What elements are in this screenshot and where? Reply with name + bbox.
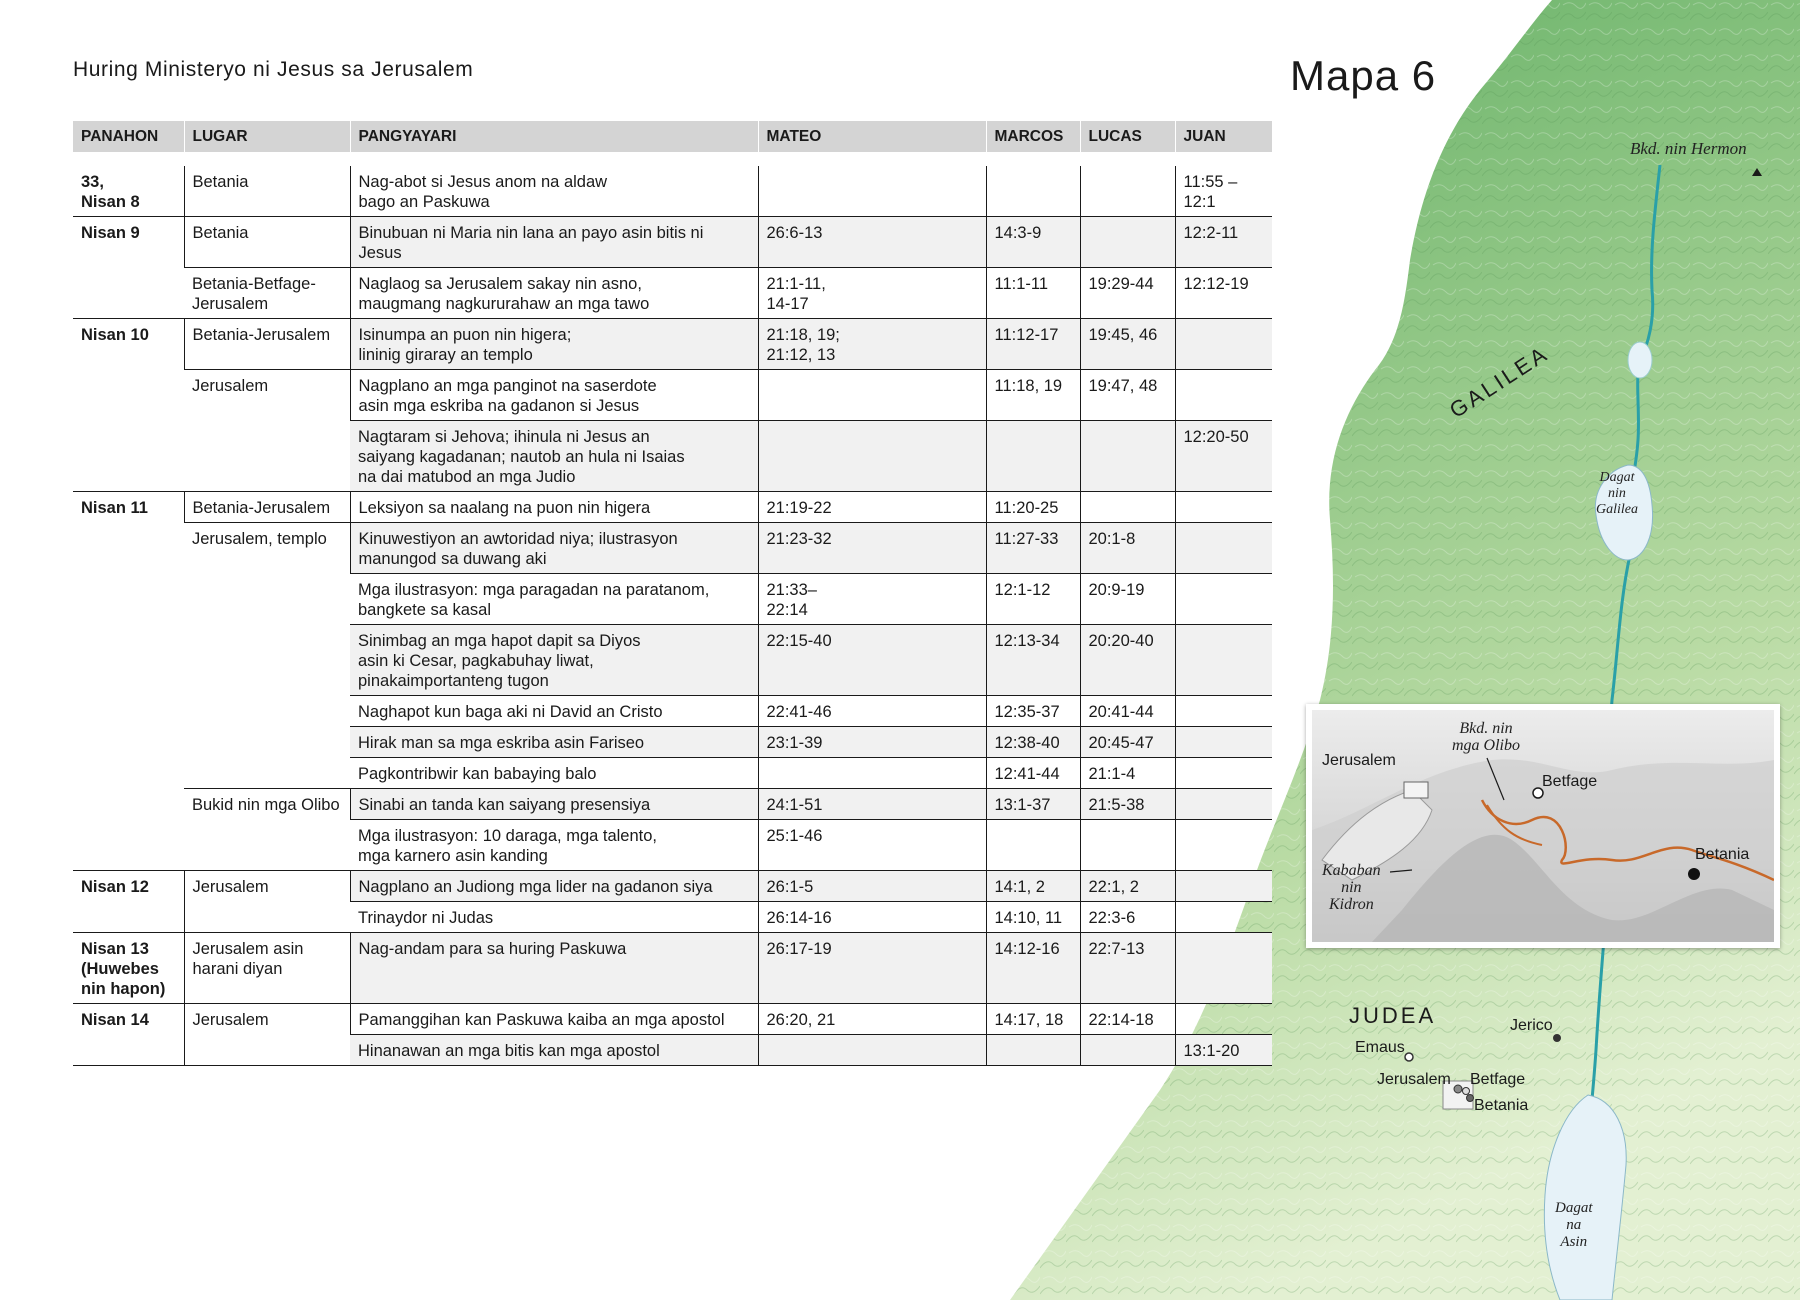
event-line: bangkete sa kasal: [358, 601, 492, 619]
cell-place: [184, 166, 350, 217]
mateo-line: 21:23-32: [766, 530, 832, 548]
header-panahon: PANAHON: [73, 121, 184, 152]
cell-juan: [1175, 217, 1272, 268]
cell-lucas: [1080, 319, 1175, 370]
marcos-line: 12:35-37: [994, 703, 1060, 721]
event-line: Nagtaram si Jehova; ihinula ni Jesus an: [358, 428, 650, 446]
map-title: Mapa 6: [1290, 52, 1437, 99]
cell-event: [350, 217, 758, 268]
mateo-line: 21:12, 13: [766, 346, 836, 364]
cell-mateo: [758, 574, 986, 625]
marcos-line: 11:1-11: [994, 275, 1049, 293]
table-row: [73, 319, 1272, 370]
label-betfage: Betfage: [1470, 1071, 1526, 1088]
cell-mateo: [758, 492, 986, 523]
event-line: mga karnero asin kanding: [358, 847, 548, 865]
place-line: Jerusalem, templo: [192, 530, 327, 548]
header-lugar: LUGAR: [184, 121, 350, 152]
event-line: bago an Paskuwa: [358, 193, 490, 211]
cell-event: [350, 319, 758, 370]
cell-lucas: [1080, 820, 1175, 871]
event-line: Pamanggihan kan Paskuwa kaiba an mga apostol: [358, 1011, 725, 1029]
cell-lucas: [1080, 370, 1175, 421]
lucas-line: 20:20-40: [1088, 632, 1154, 650]
cell-juan: [1175, 523, 1272, 574]
cell-juan: [1175, 625, 1272, 696]
emaus-dot: [1405, 1053, 1413, 1061]
cell-event: [350, 933, 758, 1004]
cell-lucas: [1080, 758, 1175, 789]
marcos-line: 14:12-16: [994, 940, 1060, 958]
inset-label-betfage: Betfage: [1542, 773, 1598, 790]
cell-juan: [1175, 789, 1272, 820]
period-line: 33,: [81, 173, 104, 191]
mateo-line: 21:33–: [766, 581, 817, 599]
cell-period: [73, 166, 184, 217]
cell-mateo: [758, 1035, 986, 1066]
table-row: [73, 871, 1272, 902]
mateo-line: 22:14: [766, 601, 808, 619]
mateo-line: 24:1-51: [766, 796, 823, 814]
lucas-line: 21:5-38: [1088, 796, 1145, 814]
cell-lucas: [1080, 268, 1175, 319]
cell-event: [350, 871, 758, 902]
lucas-line: 20:9-19: [1088, 581, 1145, 599]
event-line: Kinuwestiyon an awtoridad niya; ilustrasyon: [358, 530, 678, 548]
period-line: Nisan 10: [81, 326, 149, 344]
event-line: Nagplano an Judiong mga lider na gadanon siya: [358, 878, 713, 896]
cell-event: [350, 268, 758, 319]
place-line: Jerusalem: [192, 295, 269, 313]
event-line: Naghapot kun baga aki ni David an Cristo: [358, 703, 663, 721]
mateo-line: 22:15-40: [766, 632, 832, 650]
cell-marcos: [986, 758, 1080, 789]
event-line: pinakaimportanteng tugon: [358, 672, 549, 690]
label-dagat-galilea: [1596, 470, 1638, 518]
marcos-line: 13:1-37: [994, 796, 1051, 814]
marcos-line: 14:3-9: [994, 224, 1042, 242]
event-line: Hinanawan an mga bitis kan mga apostol: [358, 1042, 660, 1060]
marcos-line: 12:38-40: [994, 734, 1060, 752]
cell-mateo: [758, 933, 986, 1004]
cell-mateo: [758, 166, 986, 217]
cell-mateo: [758, 523, 986, 574]
table-row: [73, 370, 1272, 421]
period-line: Nisan 12: [81, 878, 149, 896]
label-betania: Betania: [1474, 1097, 1529, 1114]
header-juan: JUAN: [1175, 121, 1272, 152]
event-line: Hirak man sa mga eskriba asin Fariseo: [358, 734, 645, 752]
header-lucas: LUCAS: [1080, 121, 1175, 152]
mateo-line: 26:6-13: [766, 224, 823, 242]
betfage-dot: [1463, 1088, 1470, 1095]
cell-mateo: [758, 1004, 986, 1035]
cell-marcos: [986, 871, 1080, 902]
table-header-row: [73, 121, 1272, 152]
cell-event: [350, 820, 758, 871]
cell-mateo: [758, 902, 986, 933]
cell-lucas: [1080, 727, 1175, 758]
mateo-line: 22:41-46: [766, 703, 832, 721]
cell-mateo: [758, 727, 986, 758]
marcos-line: 11:20-25: [994, 499, 1059, 517]
cell-juan: [1175, 574, 1272, 625]
marcos-line: 11:27-33: [994, 530, 1059, 548]
place-line: Betania: [192, 173, 249, 191]
cell-marcos: [986, 625, 1080, 696]
cell-period: [73, 492, 184, 871]
cell-lucas: [1080, 421, 1175, 492]
event-line: manungod sa duwang aki: [358, 550, 547, 568]
juan-line: 12:1: [1183, 193, 1216, 211]
cell-lucas: [1080, 1035, 1175, 1066]
cell-mateo: [758, 217, 986, 268]
event-line: Sinimbag an mga hapot dapit sa Diyos: [358, 632, 641, 650]
marcos-line: 14:10, 11: [994, 909, 1063, 927]
cell-mateo: [758, 421, 986, 492]
cell-marcos: [986, 370, 1080, 421]
period-line: Nisan 13: [81, 940, 149, 958]
jerusalem-dot: [1454, 1085, 1462, 1093]
cell-mateo: [758, 696, 986, 727]
cell-lucas: [1080, 789, 1175, 820]
marcos-line: 12:1-12: [994, 581, 1051, 599]
mateo-line: 26:1-5: [766, 878, 814, 896]
cell-event: [350, 574, 758, 625]
event-line: Naglaog sa Jerusalem sakay nin asno,: [358, 275, 642, 293]
cell-marcos: [986, 492, 1080, 523]
table-row: [73, 166, 1272, 217]
juan-line: 11:55 –: [1183, 173, 1238, 191]
cell-event: [350, 492, 758, 523]
table-row: [73, 492, 1272, 523]
cell-juan: [1175, 1035, 1272, 1066]
cell-lucas: [1080, 871, 1175, 902]
cell-juan: [1175, 1004, 1272, 1035]
inset-label-kidron: [1322, 862, 1381, 913]
cell-event: [350, 166, 758, 217]
cell-mateo: [758, 319, 986, 370]
table-row: [73, 523, 1272, 574]
table-row: [73, 217, 1272, 268]
cell-event: [350, 1035, 758, 1066]
mateo-line: 25:1-46: [766, 827, 823, 845]
period-line: Nisan 9: [81, 224, 140, 242]
cell-period: [73, 871, 184, 933]
cell-mateo: [758, 625, 986, 696]
cell-lucas: [1080, 902, 1175, 933]
cell-mateo: [758, 789, 986, 820]
cell-event: [350, 727, 758, 758]
cell-lucas: [1080, 696, 1175, 727]
header-pangyayari: PANGYAYARI: [350, 121, 758, 152]
cell-event: [350, 1004, 758, 1035]
cell-period: [73, 319, 184, 492]
cell-event: [350, 421, 758, 492]
mateo-line: 21:1-11,: [766, 275, 826, 293]
cell-lucas: [1080, 523, 1175, 574]
cell-lucas: [1080, 933, 1175, 1004]
table-row: [73, 933, 1272, 1004]
lucas-line: 22:14-18: [1088, 1011, 1154, 1029]
cell-place: [184, 523, 350, 789]
cell-juan: [1175, 727, 1272, 758]
lucas-line: 22:3-6: [1088, 909, 1136, 927]
cell-event: [350, 370, 758, 421]
cell-juan: [1175, 319, 1272, 370]
cell-juan: [1175, 370, 1272, 421]
cell-place: [184, 871, 350, 933]
cell-event: [350, 625, 758, 696]
place-line: Betania-Jerusalem: [192, 499, 331, 517]
table-row: [73, 1004, 1272, 1035]
cell-juan: [1175, 871, 1272, 902]
cell-marcos: [986, 166, 1080, 217]
inset-kidron-line: Kidron: [1328, 896, 1374, 913]
inset-map: [1306, 704, 1780, 948]
lucas-line: 20:41-44: [1088, 703, 1154, 721]
place-line: Betania-Betfage-: [192, 275, 316, 293]
event-line: Nag-andam para sa huring Paskuwa: [358, 940, 627, 958]
marcos-line: 12:41-44: [994, 765, 1060, 783]
cell-juan: [1175, 166, 1272, 217]
event-line: lininig giraray an templo: [358, 346, 533, 364]
inset-label-olibo: [1452, 720, 1520, 754]
cell-mateo: [758, 820, 986, 871]
cell-period: [73, 217, 184, 319]
cell-marcos: [986, 268, 1080, 319]
cell-lucas: [1080, 625, 1175, 696]
lucas-line: 19:47, 48: [1088, 377, 1158, 395]
event-line: Binubuan ni Maria nin lana an payo asin bitis ni Jesus: [358, 224, 704, 262]
lucas-line: 20:45-47: [1088, 734, 1154, 752]
cell-place: [184, 268, 350, 319]
cell-marcos: [986, 727, 1080, 758]
dagat-asin-line: Dagat: [1555, 1200, 1593, 1216]
juan-line: 12:2-11: [1183, 224, 1239, 242]
event-line: Pagkontribwir kan babaying balo: [358, 765, 597, 783]
cell-juan: [1175, 696, 1272, 727]
cell-place: [184, 492, 350, 523]
cell-event: [350, 902, 758, 933]
mateo-line: 21:18, 19;: [766, 326, 840, 344]
cell-juan: [1175, 933, 1272, 1004]
cell-place: [184, 319, 350, 370]
juan-line: 12:12-19: [1183, 275, 1249, 293]
cell-juan: [1175, 421, 1272, 492]
dagat-galilea-line: nin: [1608, 486, 1626, 501]
mateo-line: 14-17: [766, 295, 809, 313]
cell-marcos: [986, 1004, 1080, 1035]
place-line: Jerusalem: [192, 1011, 269, 1029]
event-line: Trinaydor ni Judas: [358, 909, 494, 927]
cell-period: [73, 933, 184, 1004]
cell-place: [184, 1004, 350, 1066]
header-marcos: MARCOS: [986, 121, 1080, 152]
cell-event: [350, 758, 758, 789]
cell-juan: [1175, 820, 1272, 871]
juan-line: 12:20-50: [1183, 428, 1249, 446]
event-line: Mga ilustrasyon: 10 daraga, mga talento,: [358, 827, 658, 845]
event-line: Leksiyon sa naalang na puon nin higera: [358, 499, 651, 517]
lucas-line: 19:45, 46: [1088, 326, 1158, 344]
cell-marcos: [986, 574, 1080, 625]
label-judea: JUDEA: [1349, 1003, 1437, 1028]
event-line: asin mga eskriba na gadanon si Jesus: [358, 397, 640, 415]
cell-place: [184, 370, 350, 492]
cell-juan: [1175, 492, 1272, 523]
period-line: nin hapon): [81, 980, 166, 998]
marcos-line: 11:18, 19: [994, 377, 1063, 395]
cell-juan: [1175, 902, 1272, 933]
mateo-line: 23:1-39: [766, 734, 823, 752]
juan-line: 13:1-20: [1183, 1042, 1240, 1060]
cell-marcos: [986, 933, 1080, 1004]
inset-betania-dot: [1688, 868, 1700, 880]
cell-mateo: [758, 268, 986, 319]
label-emaus: Emaus: [1355, 1039, 1405, 1056]
cell-place: [184, 933, 350, 1004]
label-hermon: Bkd. nin Hermon: [1630, 139, 1747, 158]
event-line: na dai matubod an mga Judio: [358, 468, 576, 486]
lucas-line: 20:1-8: [1088, 530, 1136, 548]
mateo-line: 26:14-16: [766, 909, 832, 927]
lucas-line: 22:1, 2: [1088, 878, 1139, 896]
cell-event: [350, 523, 758, 574]
mateo-line: 26:20, 21: [766, 1011, 836, 1029]
cell-mateo: [758, 758, 986, 789]
mateo-line: 21:19-22: [766, 499, 832, 517]
header-mateo: MATEO: [758, 121, 986, 152]
event-line: Sinabi an tanda kan saiyang presensiya: [358, 796, 651, 814]
inset-kidron-line: Kababan: [1322, 862, 1381, 879]
cell-place: [184, 217, 350, 268]
jerico-dot: [1553, 1034, 1561, 1042]
cell-marcos: [986, 789, 1080, 820]
cell-marcos: [986, 217, 1080, 268]
event-line: Isinumpa an puon nin higera;: [358, 326, 572, 344]
inset-label-jerusalem: Jerusalem: [1322, 752, 1396, 769]
cell-lucas: [1080, 492, 1175, 523]
event-line: Mga ilustrasyon: mga paragadan na paratanom,: [358, 581, 710, 599]
lucas-line: 19:29-44: [1088, 275, 1154, 293]
event-line: asin ki Cesar, pagkabuhay liwat,: [358, 652, 594, 670]
place-line: Jerusalem: [192, 878, 269, 896]
cell-place: [184, 789, 350, 871]
cell-mateo: [758, 871, 986, 902]
dagat-asin-line: na: [1566, 1217, 1582, 1233]
place-line: Bukid nin mga Olibo: [192, 796, 340, 814]
marcos-line: 11:12-17: [994, 326, 1059, 344]
cell-juan: [1175, 268, 1272, 319]
table-row: [73, 789, 1272, 820]
cell-event: [350, 789, 758, 820]
cell-juan: [1175, 758, 1272, 789]
cell-lucas: [1080, 574, 1175, 625]
cell-event: [350, 696, 758, 727]
place-line: harani diyan: [192, 960, 283, 978]
cell-marcos: [986, 696, 1080, 727]
inset-kidron-line: nin: [1341, 879, 1362, 896]
cell-marcos: [986, 523, 1080, 574]
inset-label-betania: Betania: [1695, 846, 1750, 863]
lucas-line: 21:1-4: [1088, 765, 1136, 783]
cell-mateo: [758, 370, 986, 421]
cell-lucas: [1080, 166, 1175, 217]
period-line: Nisan 14: [81, 1011, 149, 1029]
cell-marcos: [986, 820, 1080, 871]
marcos-line: 14:1, 2: [994, 878, 1045, 896]
dagat-asin-line: Asin: [1560, 1234, 1588, 1250]
dagat-galilea-line: Dagat: [1599, 470, 1635, 485]
label-jerusalem: Jerusalem: [1377, 1071, 1451, 1088]
cell-marcos: [986, 902, 1080, 933]
place-line: Betania-Jerusalem: [192, 326, 331, 344]
marcos-line: 14:17, 18: [994, 1011, 1064, 1029]
place-line: Jerusalem: [192, 377, 269, 395]
betania-dot: [1467, 1095, 1474, 1102]
label-galilea: GALILEA: [1445, 340, 1554, 423]
event-line: maugmang nagkururahaw an mga tawo: [358, 295, 650, 313]
document-title: Huring Ministeryo ni Jesus sa Jerusalem: [73, 58, 474, 81]
table-row: [73, 268, 1272, 319]
event-line: Nag-abot si Jesus anom na aldaw: [358, 173, 608, 191]
cell-marcos: [986, 1035, 1080, 1066]
label-dagat-asin: [1555, 1200, 1593, 1251]
marcos-line: 12:13-34: [994, 632, 1060, 650]
cell-marcos: [986, 421, 1080, 492]
cell-lucas: [1080, 1004, 1175, 1035]
place-line: Betania: [192, 224, 249, 242]
period-line: Nisan 8: [81, 193, 140, 211]
place-line: Jerusalem asin: [192, 940, 304, 958]
mateo-line: 26:17-19: [766, 940, 832, 958]
period-line: (Huwebes: [81, 960, 159, 978]
cell-lucas: [1080, 217, 1175, 268]
cell-period: [73, 1004, 184, 1066]
event-line: Nagplano an mga panginot na saserdote: [358, 377, 657, 395]
label-jerico: Jerico: [1510, 1017, 1553, 1034]
lucas-line: 22:7-13: [1088, 940, 1145, 958]
inset-olibo-line: Bkd. nin: [1459, 720, 1513, 737]
inset-olibo-line: mga Olibo: [1452, 737, 1520, 754]
cell-marcos: [986, 319, 1080, 370]
dagat-galilea-line: Galilea: [1596, 502, 1638, 517]
events-table: [73, 121, 1272, 1066]
period-line: Nisan 11: [81, 499, 148, 517]
event-line: saiyang kagadanan; nautob an hula ni Isaias: [358, 448, 685, 466]
